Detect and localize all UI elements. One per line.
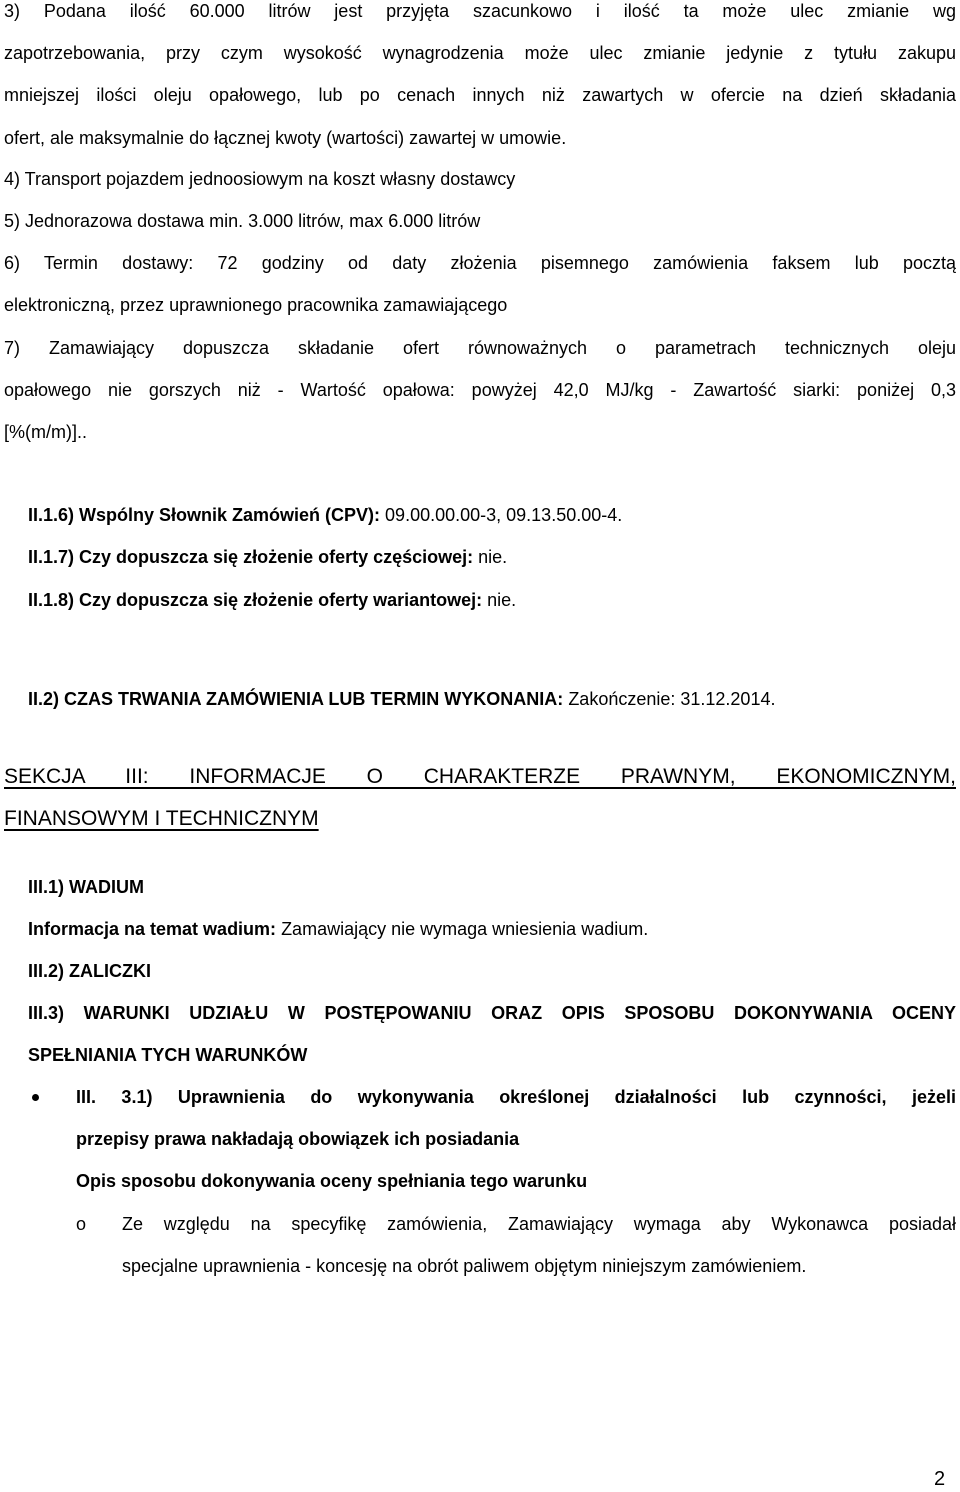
page-number: 2 <box>934 1468 946 1490</box>
license-requirement-line2: specjalne uprawnienia - koncesję na obrót paliwem objętym niniejszym zamówieniem. <box>122 1256 807 1276</box>
item7-line2: opałowego nie gorszych niż - Wartość opałowa: powyżej 42,0 MJ/kg - Zawartość siarki: poniżej 0,3 <box>4 380 956 400</box>
item3-line4: ofert, ale maksymalnie do łącznej kwoty (wartości) zawartej w umowie. <box>4 128 567 148</box>
partial-offer-value: nie. <box>473 547 508 567</box>
duration-value: Zakończenie: 31.12.2014. <box>563 689 776 709</box>
item3-line1: 3) Podana ilość 60.000 litrów jest przyjęta szacunkowo i ilość ta może ulec zmianie wg <box>4 1 956 21</box>
section3-title-line2: FINANSOWYM I TECHNICZNYM <box>4 807 319 830</box>
item7-line1: 7) Zamawiający dopuszcza składanie ofert równoważnych o parametrach technicznych oleju <box>4 338 956 358</box>
wadium-info-value: Zamawiający nie wymaga wniesienia wadium. <box>276 919 649 939</box>
permissions-heading-line1: III. 3.1) Uprawnienia do wykonywania określonej działalności lub czynności, jeżeli <box>76 1087 956 1107</box>
license-requirement-line1: Ze względu na specyfikę zamówienia, Zamawiający wymaga aby Wykonawca posiadał <box>122 1214 956 1234</box>
wadium-heading: III.1) WADIUM <box>28 877 144 897</box>
variant-offer-value: nie. <box>482 590 517 610</box>
partial-offer-line <box>28 546 507 568</box>
wadium-info-line <box>28 918 648 940</box>
cpv-line <box>28 504 622 526</box>
cpv-label: II.1.6) Wspólny Słownik Zamówień (CPV): <box>28 505 381 525</box>
item6-line2: elektroniczną, przez uprawnionego pracownika zamawiającego <box>4 295 508 315</box>
bullet-icon <box>32 1094 39 1101</box>
assessment-method-heading: Opis sposobu dokonywania oceny spełniania tego warunku <box>76 1171 588 1191</box>
item3-line2: zapotrzebowania, przy czym wysokość wynagrodzenia może ulec zmianie jedynie z tytułu zakupu <box>4 43 956 63</box>
wadium-info-label: Informacja na temat wadium: <box>28 919 277 939</box>
item5-text: 5) Jednorazowa dostawa min. 3.000 litrów, max 6.000 litrów <box>4 211 481 231</box>
variant-offer-label: II.1.8) Czy dopuszcza się złożenie oferty wariantowej: <box>28 590 483 610</box>
circle-bullet-icon: o <box>76 1214 87 1234</box>
permissions-heading-line2: przepisy prawa nakładają obowiązek ich posiadania <box>76 1129 520 1149</box>
conditions-heading-line2: SPEŁNIANIA TYCH WARUNKÓW <box>28 1045 308 1065</box>
partial-offer-label: II.1.7) Czy dopuszcza się złożenie oferty częściowej: <box>28 547 474 567</box>
duration-label: II.2) CZAS TRWANIA ZAMÓWIENIA LUB TERMIN WYKONANIA: <box>28 689 564 709</box>
zaliczki-heading: III.2) ZALICZKI <box>28 961 151 981</box>
cpv-value: 09.00.00.00-3, 09.13.50.00-4. <box>380 505 623 525</box>
conditions-heading-line1: III.3) WARUNKI UDZIAŁU W POSTĘPOWANIU ORAZ OPIS SPOSOBU DOKONYWANIA OCENY <box>28 1003 956 1023</box>
item3-line3: mniejszej ilości oleju opałowego, lub po cenach innych niż zawartych w ofercie na dzień składania <box>4 85 956 105</box>
item7-line3: [%(m/m)].. <box>4 422 87 442</box>
variant-offer-line <box>28 589 516 611</box>
item6-line1: 6) Termin dostawy: 72 godziny od daty złożenia pisemnego zamówienia faksem lub pocztą <box>4 253 956 273</box>
item4-text: 4) Transport pojazdem jednoosiowym na koszt własny dostawcy <box>4 169 516 189</box>
duration-line <box>28 688 775 710</box>
section3-title-line1: SEKCJA III: INFORMACJE O CHARAKTERZE PRAWNYM, EKONOMICZNYM, <box>4 765 956 788</box>
